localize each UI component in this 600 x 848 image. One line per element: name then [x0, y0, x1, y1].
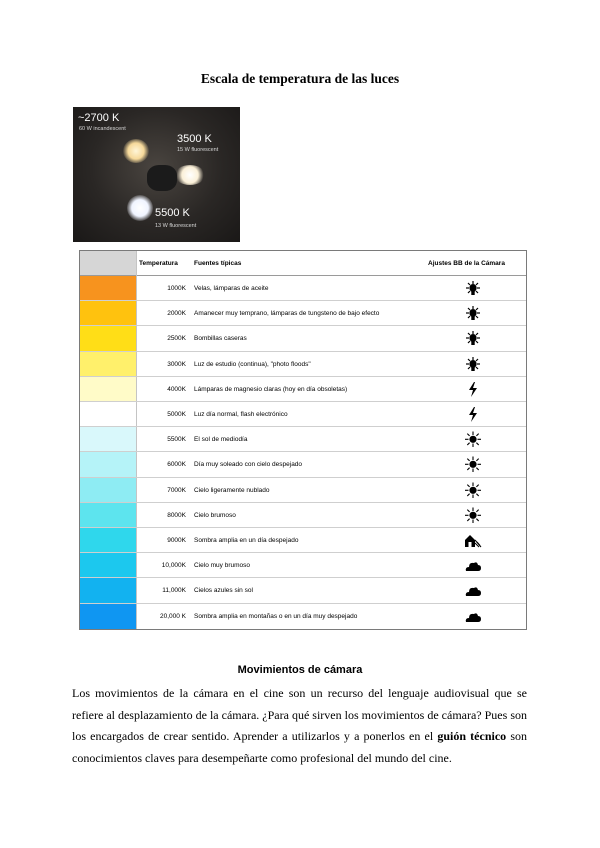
- header-temperature: Temperatura: [139, 260, 178, 267]
- section-title: Movimientos de cámara: [237, 664, 363, 676]
- temperature-value: 7000K: [167, 486, 186, 494]
- header-swatch-cell: [80, 251, 136, 275]
- color-swatch: [80, 326, 136, 350]
- light-source-text: Sombra amplia en un día despejado: [194, 537, 299, 544]
- document-title: Escala de temperatura de las luces: [200, 71, 400, 86]
- color-swatch: [80, 276, 136, 300]
- temperature-value: 3000K: [167, 360, 186, 368]
- warm-bulb: [123, 139, 149, 163]
- color-swatch: [80, 452, 136, 476]
- daylight-icon: [464, 456, 482, 473]
- header-sources: Fuentes típicas: [194, 260, 242, 267]
- photo-label-3500: 3500 K: [177, 133, 212, 145]
- light-source-text: Cielo muy brumoso: [194, 562, 250, 570]
- table-row: [80, 301, 526, 326]
- temperature-value: 5500K: [167, 436, 186, 444]
- color-swatch: [80, 352, 136, 376]
- temperature-value: 4000K: [167, 385, 186, 393]
- daylight-icon: [464, 482, 482, 499]
- table-row: [80, 503, 526, 528]
- daylight-icon: [464, 431, 482, 448]
- temperature-value: 11,000K: [162, 587, 186, 595]
- photo-label-2700: ~2700 K: [78, 112, 120, 124]
- color-swatch: [80, 503, 136, 527]
- cloudy-icon: [464, 557, 482, 574]
- table-row: [80, 528, 526, 553]
- shade-icon: [464, 532, 482, 549]
- cool-bulb: [127, 195, 153, 221]
- light-bulbs-photo: [73, 107, 240, 242]
- light-source-text: Velas, lámparas de aceite: [194, 285, 269, 292]
- table-row: [80, 402, 526, 427]
- table-row: [80, 604, 526, 629]
- photo-label-5500: 5500 K: [155, 207, 190, 219]
- table-row: [80, 478, 526, 503]
- table-row: [80, 427, 526, 452]
- cloudy-icon: [464, 582, 482, 599]
- header-wb-settings: Ajustes BB de la Cámara: [428, 260, 505, 267]
- light-source-text: Luz día normal, flash electrónico: [194, 411, 288, 418]
- temperature-value: 9000K: [167, 537, 186, 544]
- socket-fixture: [147, 165, 177, 191]
- paragraph-text-start: Los movimientos de la cámara en el cine son un recurso del lenguaje audiovisual que se refiere al desplazamiento de la cámara. ¿Para qué sirven los movimientos de cámara? Pues son los encargados de crear sentido. Aprender a utilizarlos y a ponerlos en el: [72, 686, 527, 743]
- tungsten-icon: [464, 330, 482, 347]
- table-row: [80, 377, 526, 402]
- light-source-text: Sombra amplia en montañas o en un día muy despejado: [194, 612, 358, 620]
- light-source-text: Cielos azules sin sol: [194, 587, 253, 595]
- temperature-value: 8000K: [167, 511, 186, 519]
- temperature-value: 2000K: [167, 310, 186, 318]
- color-swatch: [80, 377, 136, 401]
- color-swatch: [80, 301, 136, 325]
- table-row: [80, 553, 526, 578]
- color-swatch: [80, 578, 136, 602]
- light-source-text: Día muy soleado con cielo despejado: [194, 461, 303, 469]
- temperature-value: 20,000 K: [159, 612, 186, 620]
- color-swatch: [80, 604, 136, 629]
- tungsten-icon: [464, 305, 482, 322]
- color-swatch: [80, 427, 136, 451]
- light-source-text: Amanecer muy temprano, lámparas de tungsteno de bajo efecto: [194, 310, 380, 318]
- tungsten-icon: [464, 280, 482, 297]
- light-source-text: Cielo brumoso: [194, 511, 236, 519]
- temperature-value: 10,000K: [161, 562, 186, 570]
- photo-sublabel-2700: 60 W incandescent: [79, 126, 126, 132]
- flash-icon: [464, 381, 482, 398]
- table-row: [80, 326, 526, 351]
- paragraph-text-end: son conocimientos claves para desempeñarte como profesional del mundo del cine.: [72, 729, 527, 765]
- color-swatch: [80, 553, 136, 577]
- temperature-value: 2500K: [167, 335, 186, 343]
- table-row: [80, 352, 526, 377]
- light-source-text: Lámparas de magnesio claras (hoy en día obsoletas): [194, 385, 348, 393]
- color-swatch: [80, 528, 136, 552]
- color-swatch: [80, 402, 136, 426]
- flash-icon: [464, 406, 482, 423]
- paragraph-bold-term: guión técnico: [437, 729, 507, 743]
- temperature-value: 6000K: [167, 461, 186, 469]
- light-source-text: Cielo ligeramente nublado: [194, 486, 270, 494]
- tungsten-icon: [464, 356, 482, 373]
- temperature-value: 5000K: [167, 411, 186, 418]
- light-source-text: Bombillas caseras: [194, 335, 247, 343]
- photo-sublabel-3500: 15 W fluorescent: [177, 147, 219, 153]
- light-source-text: Luz de estudio (continua), "photo floods": [194, 360, 311, 368]
- table-row: [80, 578, 526, 603]
- cloudy-icon: [464, 608, 482, 625]
- color-temperature-table: [79, 250, 527, 630]
- photo-sublabel-5500: 13 W fluorescent: [155, 223, 197, 229]
- table-row: [80, 276, 526, 301]
- light-source-text: El sol de mediodía: [194, 436, 248, 444]
- temperature-value: 1000K: [167, 285, 186, 292]
- color-swatch: [80, 478, 136, 502]
- table-row: [80, 452, 526, 477]
- table-header: [80, 251, 526, 276]
- daylight-icon: [464, 507, 482, 524]
- neutral-bulb: [175, 165, 205, 185]
- body-paragraph: [72, 683, 527, 769]
